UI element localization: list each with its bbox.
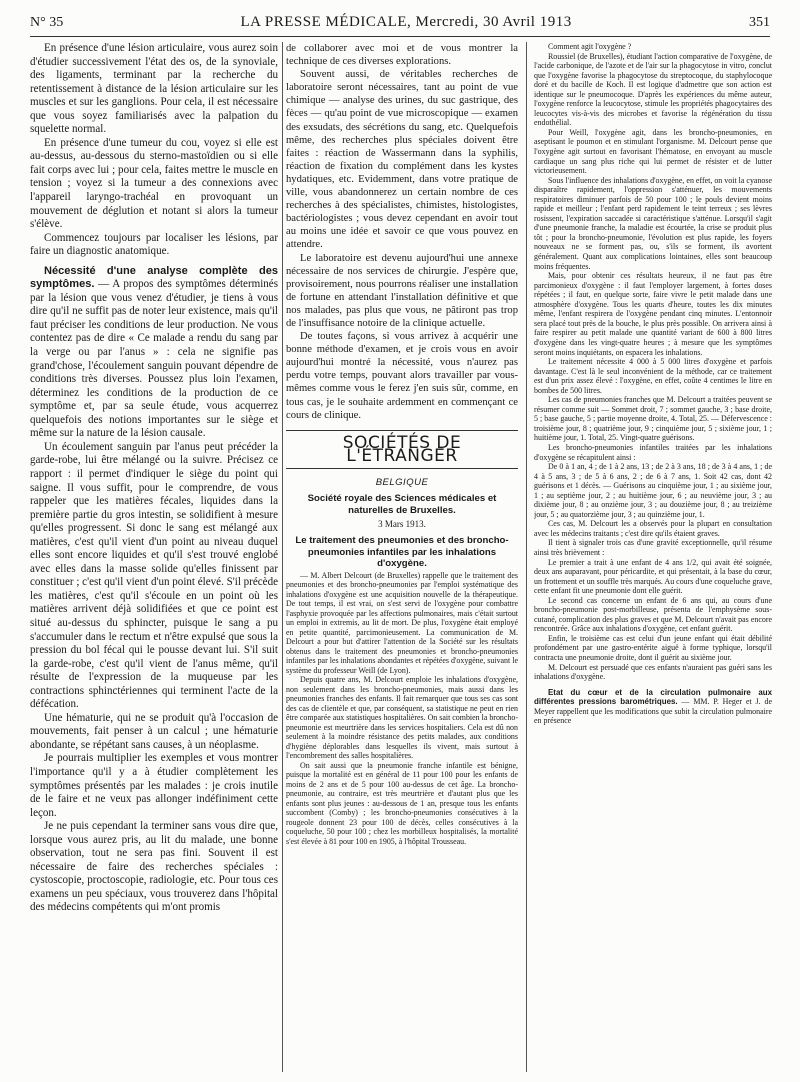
paragraph: Comment agit l'oxygène ? [548, 42, 632, 51]
column-divider [282, 42, 283, 1072]
paragraph: Le premier a trait à une enfant de 4 ans 1/2, qui avait été soignée, deux ans auparavant, pour péricardite, et qui présentait, à la base du cœur, un frottement et un souffle très marqués. Au cours d'une coqueluche grave, cette enfant fit une pneumonie dont elle guérit. [534, 557, 772, 596]
paragraph-text: — A propos des symptômes déterminés par la lésion que vous venez d'étudier, je tiens à vous dire qu'il ne suffit pas de noter leur existence, mais qu'il faut préciser les conditions de leur production. Ne vous contentez pas de dire « Ce malade a rendu du sang par la verge ou par l'anus » : cela ne signifie pas grand'chose, l'écoulement sanguin pouvant dépendre de conditions très diverses. Poussez plus loin l'examen, déterminez les conditions de la production de ce symptôme et, par sa seule étude, vous acquerrez quelquefois des notions importantes sur le siège et même sur la nature de la lésion causale. [30, 278, 278, 440]
issue-date: Mercredi, 30 Avril 1913 [415, 14, 572, 30]
meeting-date: 3 Mars 1913. [378, 519, 426, 529]
country-heading: BELGIQUE [375, 476, 429, 488]
paragraph-with-heading [534, 688, 772, 726]
paragraph: Les broncho-pneumonies infantiles traitées par les inhalations d'oxygène se récapitulent ainsi : [534, 442, 772, 462]
paragraph: Le second cas concerne un enfant de 6 ans qui, au cours d'une broncho-pneumonie post-morbilleuse, présenta de l'emphysème sous-cutané, complication des plus graves et que M. Delcourt n'avait pas encore rencontrée. Grâce aux inhalations d'oxygène, cet enfant guérit. [534, 595, 772, 634]
column-1 [30, 42, 278, 1072]
column-2 [286, 42, 518, 1072]
column-divider [526, 42, 527, 1072]
paragraph: Un écoulement sanguin par l'anus peut précéder la garde-robe, lui être mélangé ou la suivre. Précisez ce rapport : il permet d'indiquer le siège du point qui saigne. Il vous suffit, pour le comprendre, de vous rappeler que les matières fécales, liquides dans la première partie du gros intestin, se solidifient à mesure qu'elles progressent. Si donc le sang est mélangé aux matières, c'est qu'il vient d'un point au niveau duquel elles sont encore liquides et qu'il s'est trouvé englobé avec elles dans la masse solide qu'elles finissent par constituer ; c'est qu'il vient d'un point élevé. S'il précède les matières, c'est qu'il s'écoule en un point où les matières arrivent déjà solidifiées et que ce point est situé au-dessus du sphincter, puisque le sang a pu s'accumuler dans le rectum et n'être expulsé que sous la pression du bol fécal qui le pousse devant lui. S'il suit la garde-robe, c'est qu'il vient de l'anus même, qu'il résulte de l'expression de la muqueuse par les contractions sphinctériennes qui terminent l'acte de la défécation. [30, 440, 278, 711]
paragraph: Roussiel (de Bruxelles), étudiant l'action comparative de l'oxygène, de l'acide carbonique, de l'azote et de l'air sur la phagocytose in vitro, conclut que l'oxygène favorise la phagocytose du streptocoque, du staphylocoque doré et du bacille de Koch. Il est logique d'admettre que son action est identique sur le pneumocoque. D'après les expériences du même auteur, l'oxygène renforce la leucocytose, stimule les propriétés phagocytaires des leucocytes vis-à-vis des microbes et favorise la régénération du tissu endothélial. [534, 51, 772, 128]
paragraph: Je ne puis cependant la terminer sans vous dire que, lorsque vous aurez pris, au lit du malade, une bonne observation, tout ne sera pas fini. Souvent il est nécessaire de faire des recherches spéciales : cystoscopie, proctoscopie, radiologie, etc. Pour tous ces examens un peu spéciaux, vous trouverez dans l'hôpital des médecins compétents qui m'ont promis [30, 820, 278, 914]
article-title: Le traitement des pneumonies et des broncho-pneumonies infantiles par les inhalations d'oxygène. [295, 535, 509, 570]
section-title: SOCIÉTÉS DE L'ÉTRANGER [286, 430, 518, 469]
paragraph: Sous l'influence des inhalations d'oxygène, en effet, on voit la cyanose disparaître rapidement, l'oppression s'atténuer, les mouvements respiratoires diminuer parfois de 50 pour 100 ; le pouls devient moins rapide et meilleur ; l'enfant perd rapidement le teint terreux ; ses lèvres rosissent, l'expiration saccadée si caractéristique s'atténue. Lorsqu'il s'agit d'une pneumonie franche, la maladie est écourtée, la crise se produit plus tôt ; pour la broncho-pneumonie, l'évolution est plus rapide, les foyers nouveaux ne se forment pas, ou, s'ils se forment, ils avortent généralement. Quant aux complications lointaines, elles sont beaucoup moins fréquentes. [534, 175, 772, 271]
column-3 [534, 42, 772, 1072]
paragraph: Le laboratoire est devenu aujourd'hui une annexe nécessaire de nos services de chirurgie. J'espère que, provisoirement, nous pourrons réaliser une installation de fortune en attendant l'installation définitive et que nos malades, pas plus que vous, ne pâtiront pas trop de l'insuffisance notoire de la clinique actuelle. [286, 252, 518, 329]
paragraph-text: — MM. P. Heger et J. de Meyer rappellent que les modifications que subit la circulation pulmonaire en présence [534, 697, 772, 726]
paragraph: De toutes façons, si vous arrivez à acquérir une bonne méthode d'examen, et je crois vous en avoir aujourd'hui montré la nécessité, vous n'aurez pas perdu votre temps, pouvant alors travailler par vous-mêmes comme vous le ferez j'en suis sûr, comme, en tous cas, je le souhaite ardemment en commençant ce cours de clinique. [286, 331, 518, 421]
paragraph: de collaborer avec moi et de vous montrer la technique de ces diverses explorations. [286, 43, 518, 68]
section-heading: Etat du cœur et de la circulation pulmonaire aux différentes pressions barométriques. [534, 687, 772, 707]
paragraph: Le traitement nécessite 4 000 à 5 000 litres d'oxygène et parfois davantage. C'est là le seul inconvénient de la méthode, car ce traitement est d'un prix assez élevé : l'oxygène, en effet, coûte 4 centimes le litre en bombes de 500 litres. [534, 357, 772, 395]
issue-number: N° 35 [30, 15, 64, 30]
paragraph: Commencez toujours par localiser les lésions, par faire un diagnostic anatomique. [30, 231, 278, 258]
paragraph: En présence d'une tumeur du cou, voyez si elle est au-dessus, au-dessous du sterno-mastoïdien ou si elle fait corps avec lui ; pour cela, faites mettre le muscle en tension ; voyez si la tumeur a des connexions avec l'appareil laryngo-trachéal en provoquant un mouvement de déglution et notant si alors la tumeur s'élève. [30, 136, 278, 231]
paragraph: En présence d'une lésion articulaire, vous aurez soin d'étudier successivement l'état des os, de la synoviale, des ligaments, terminant par la recherche du retentissement à distance de la lésion articulaire sur les muscles et sur les ganglions. Pour cela, il est nécessaire que vous soyez familiarisés avec la palpation du squelette normal. [30, 42, 278, 136]
paragraph: M. Delcourt est persuadé que ces enfants n'auraient pas guéri sans les inhalations d'oxygène. [534, 662, 772, 682]
paragraph: Depuis quatre ans, M. Delcourt emploie les inhalations d'oxygène, non seulement dans les broncho-pneumonies, mais aussi dans les pneumonies franches des enfants. Il fait remarquer que tous ses cas sont des cas de clientèle et que, par conséquent, sa statistique ne peut en rien être comparée aux statistiques hospitalières. On sait combien la broncho-pneumonie est meurtrière dans les services hospitaliers. Cela est dû non seulement à la moindre résistance des petits malades, aux conditions d'hygiène déplorables dans lesquelles ils vivent, mais surtout à l'encombrement des salles hospitalières. [286, 675, 518, 761]
paragraph: Souvent aussi, de véritables recherches de laboratoire seront nécessaires, tant au point de vue chimique — analyse des urines, du suc gastrique, des fèces — qu'au point de vue microscopique — examen des exsudats, des sécrétions du sang, etc. Quelquefois même, des recherches plus spéciales doivent être faites : réaction de Wassermann dans la syphilis, réaction de fixation du complément dans les kystes hydatiques, etc. Evidemment, dans votre pratique de ville, vous abandonnerez un certain nombre de ces recherches à des spécialistes, chimistes, histologistes, bactériologistes ; vous devez cependant en avoir tout au moins une idée et savoir ce que vous pouvez en attendre. [286, 69, 518, 251]
journal-name: LA PRESSE MÉDICALE, [240, 14, 412, 30]
paragraph: De 0 à 1 an, 4 ; de 1 à 2 ans, 13 ; de 2 à 3 ans, 18 ; de 3 à 4 ans, 1 ; de 4 à 5 ans, 3 ; de 5 à 6 ans, 2 ; de 6 à 7 ans, 1. Soit 42 cas, dont 42 guérisons et 1 décès. — Guérisons au cinquième jour, 1 ; au sixième jour, 1 ; au septième jour, 2 ; au huitième jour, 6 ; au neuvième jour, 3 ; au dixième jour, 8 ; au onzième jour, 3 ; au douzième jour, 8 ; au treizième jour, 5 ; au quatorzième jour, 3 ; au quinzième jour, 1. [534, 462, 772, 519]
page-number: 351 [749, 15, 770, 30]
header-rule [30, 36, 770, 37]
paragraph: Ces cas, M. Delcourt les a observés pour la plupart en consultation avec les médecins traitants ; c'est dire qu'ils étaient graves. [534, 519, 772, 538]
journal-title [241, 14, 572, 31]
paragraph: Mais, pour obtenir ces résultats heureux, il ne faut pas être parcimonieux d'oxygène : il faut l'employer largement, à fortes doses répétées ; il faut, en quelque sorte, faire vivre le petit malade dans une atmosphère d'oxygène. Tous les quarts d'heure, toutes les dix minutes même, l'enfant respirera de l'oxygène pendant cinq minutes. L'entonnoir sera placé tout près de la bouche, le plus près possible. On arrivera ainsi à faire respirer au petit malade une quantité variant de 600 à 800 litres d'oxygène dans les vingt-quatre heures ; à mesure que les symptômes seront moins inquiétants, on espacera les inhalations. [534, 271, 772, 357]
paragraph: On sait aussi que la pneumonie franche infantile est bénigne, puisque la mortalité est en général de 11 pour 100 pour les enfants de moins de 2 ans et de 5 pour 100 au-dessus de cet âge. La broncho-pneumonie, au contraire, est très meurtrière et d'autant plus que les enfants sont plus jeunes : au-dessous de 1 an, presque tous les enfants succombent (Comby) ; les broncho-pneumonies consécutives à la rougeole donnent 23 pour 100 de décès, celles consécutives à la coqueluche, 50 pour 100 ; chez les morbilleux hospitalisés, la mortalité s'est élevée à 81 pour 100 en 1905, à l'hôpital Trousseau. [286, 760, 518, 846]
paragraph: Les cas de pneumonies franches que M. Delcourt a traitées peuvent se résumer comme suit — Sommet droit, 7 ; sommet gauche, 3 ; base droite, 5 ; base gauche, 5 ; partie moyenne droite, 4. Total, 25. — Défervescence : troisième jour, 8 ; quatrième jour, 9 ; cinquième jour, 5 ; sixième jour, 1 ; huitième jour, 1. Total, 25. Vingt-quatre guérisons. [534, 395, 772, 443]
society-name: Société royale des Sciences médicales et naturelles de Bruxelles. [307, 493, 497, 516]
rubric-heading: Nécessité d'une analyse complète des symptômes. [30, 264, 278, 291]
paragraph: Il tient à signaler trois cas d'une gravité exceptionnelle, qu'il résume ainsi très brièvement : [534, 538, 772, 557]
paragraph: Pour Weill, l'oxygène agit, dans les broncho-pneumonies, en aseptisant le poumon et en stimulant l'organisme. M. Delcourt pense que l'oxygène agit surtout en favorisant l'hématose, en envoyant au muscle cardiaque un sang plus riche qui lui permet de résister et de lutter victorieusement. [534, 127, 772, 176]
paragraph: Une hématurie, qui ne se produit qu'à l'occasion de mouvements, fait penser à un calcul ; une hématurie abondante, se répétant sans causes, à un néoplasme. [30, 711, 278, 751]
paragraph: — M. Albert Delcourt (de Bruxelles) rappelle que le traitement des pneumonies et des broncho-pneumonies par l'emploi systématique des inhalations d'oxygène est une acquisition nouvelle de la thérapeutique. De tout temps, il est vrai, on s'est servi de l'oxygène pour combattre l'asphyxie provoquée par les affections pulmonaires, mais c'était surtout un emploi in extremis, au lit de mort. De plus, l'oxygène était employé en petite quantité, parcimonieusement. La communication de M. Delcourt a pour but d'attirer l'attention de la Société sur les résultats obtenus dans le traitement des pneumonies et broncho-pneumonies infantiles par les inhalations abondantes et répétées d'oxygène, suivant le système du professeur Weill (de Lyon). [286, 570, 518, 675]
paragraph: Enfin, le troisième cas est celui d'un jeune enfant qui était débilité profondément par une gastro-entérite aiguë à forme typhique, lorsqu'il contracta une pneumonie droite, dont il guérit au sixième jour. [534, 633, 772, 662]
paragraph-with-rubric [30, 265, 278, 441]
page-header [30, 14, 770, 36]
paragraph: Je pourrais multiplier les exemples et vous montrer l'importance qu'il y a à étudier complètement les symptômes présentés par les malades : je crois inutile de le faire et ne veux pas allonger indéfiniment cette leçon. [30, 752, 278, 819]
